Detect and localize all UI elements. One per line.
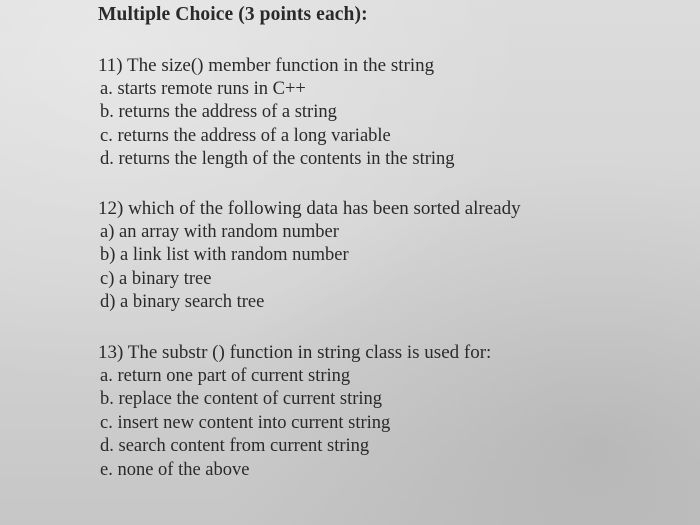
option-a: a. return one part of current string [100,365,351,386]
section-heading: Multiple Choice (3 points each): [98,4,368,25]
option-a: a) an array with random number [100,221,339,242]
option-c: c. returns the address of a long variable [100,125,391,146]
option-b: b) a link list with random number [100,245,349,265]
option-a: a. starts remote runs in C++ [100,78,306,99]
question-stem: 12) which of the following data has been sorted already [98,198,521,219]
question-13 [98,341,688,482]
option-c: c) a binary tree [100,268,212,289]
option-c: c. insert new content into current string [100,412,391,433]
option-b: b. replace the content of current string [100,389,383,409]
question-stem: 13) The substr () function in string class is used for: [98,342,492,363]
question-stem: 11) The size() member function in the string [98,55,435,76]
option-e: e. none of the above [100,459,250,480]
option-d: d) a binary search tree [100,292,265,312]
option-d: d. search content from current string [100,436,370,456]
question-12 [98,197,688,315]
option-d: d. returns the length of the contents in the string [100,149,455,169]
option-b: b. returns the address of a string [100,102,337,122]
question-11 [98,54,688,172]
